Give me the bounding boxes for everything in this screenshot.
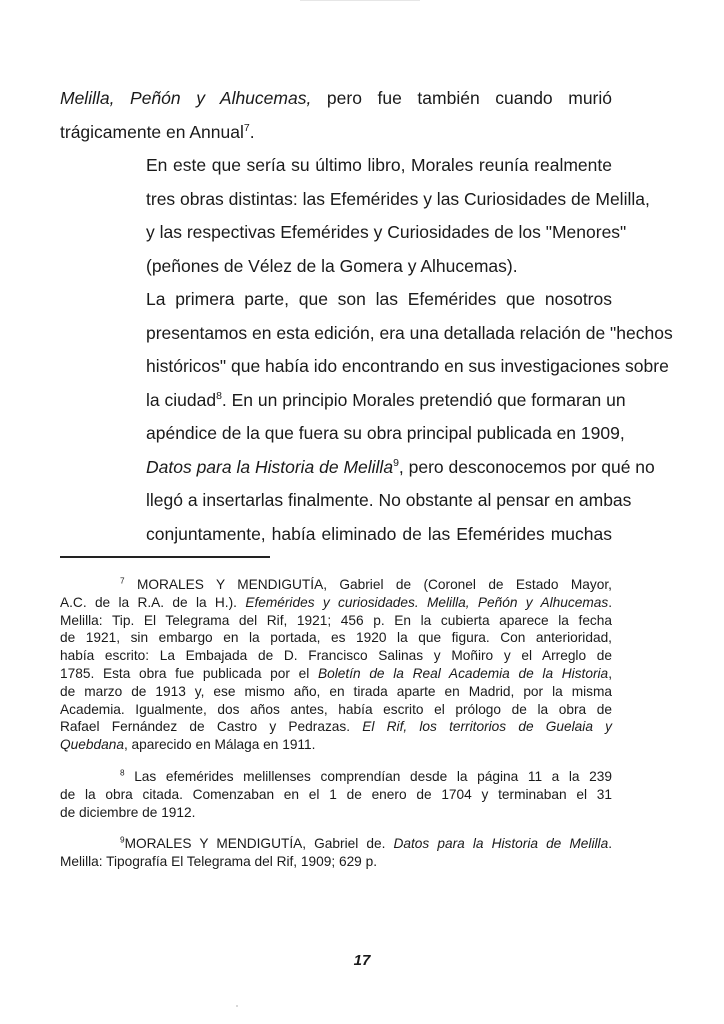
paragraph-1 — [60, 82, 612, 149]
text-span: , pero desconocemos por qué no — [398, 456, 655, 477]
text-span: . — [608, 836, 612, 852]
text-span: , — [608, 665, 612, 681]
footnote-8 — [60, 768, 612, 821]
text-span: 1785. Esta obra fue publicada por el — [60, 665, 318, 681]
text-line: y las respectivas Efemérides y Curiosidades de los "Menores" — [146, 222, 627, 242]
text-line: tres obras distintas: las Efemérides y las Curiosidades de Melilla, — [146, 188, 650, 209]
note-line — [60, 576, 612, 594]
italic-title: Boletín de la Real Academia de la Historia — [318, 665, 609, 681]
note-line: de 1921, sin embargo en la portada, es 1920 la que figura. Con anterioridad, — [60, 630, 612, 646]
text-line: La primera parte, que son las Efemérides que nosotros — [146, 289, 612, 309]
text-span: , aparecido en Málaga en 1911. — [123, 737, 316, 753]
body-text — [60, 82, 673, 551]
top-edge-rule — [300, 0, 420, 1]
note-line — [60, 736, 612, 754]
note-line — [60, 594, 612, 612]
note-line — [60, 768, 612, 786]
note-line: de marzo de 1913 y, ese mismo año, en tirada aparte en Madrid, por la misma — [60, 683, 612, 699]
note-line — [60, 718, 612, 736]
note-line — [60, 665, 612, 683]
text-line: apéndice de la que fuera su obra principal publicada en 1909, — [146, 423, 625, 443]
text-span: . — [249, 121, 255, 142]
text-span: A.C. de la R.A. de la H.). — [60, 594, 246, 610]
footnote-ref-9: 9 — [393, 456, 399, 469]
note-line: de la obra citada. Comenzaban en el 1 de enero de 1704 y terminaban el 31 — [60, 786, 612, 802]
note-line: Melilla: Tip. El Telegrama del Rif, 1921; 456 p. En la cubierta aparece la fecha — [60, 612, 612, 628]
italic-title: El Rif, los territorios de Guelaia y — [362, 719, 612, 735]
text-span: MORALES Y MENDIGUTÍA, Gabriel de (Coronel de Estado Mayor, — [136, 577, 612, 592]
text-line: conjuntamente, había eliminado de las Efemérides muchas — [146, 523, 612, 544]
italic-title: Quebdana — [60, 737, 124, 753]
text-span: Rafael Fernández de Castro y Pedrazas. — [60, 719, 363, 735]
italic-title: Datos para la Historia de Melilla — [393, 836, 609, 852]
page-number: 17 — [353, 952, 371, 969]
text-line — [60, 116, 612, 150]
footnote-number: 8 — [120, 768, 125, 778]
note-line — [60, 835, 612, 853]
note-line: Melilla: Tipografía El Telegrama del Rif, 1909; 629 p. — [60, 854, 378, 870]
italic-title: Efemérides y curiosidades. Melilla, Peñón y Alhucemas — [245, 594, 609, 610]
note-line: Academia. Igualmente, dos años antes, había escrito el prólogo de la obra de — [60, 701, 612, 717]
paragraph-3 — [60, 283, 673, 551]
footnote-number: 9 — [120, 835, 125, 845]
footnote-ref-8: 8 — [216, 389, 222, 402]
note-line: de diciembre de 1912. — [60, 804, 196, 820]
text-span: pero fue también cuando murió — [311, 88, 612, 108]
italic-title: Datos para la Historia de Melilla — [146, 456, 394, 477]
text-span: . — [608, 594, 612, 610]
text-line — [60, 384, 626, 418]
footnote-7 — [60, 576, 612, 754]
text-span: . En un principio Morales pretendió que formaran un — [221, 389, 626, 410]
footnote-9 — [60, 835, 612, 871]
text-span: MORALES Y MENDIGUTÍA, Gabriel de. — [124, 836, 394, 852]
text-span: Las efemérides melillenses comprendían desde la página 11 a la 239 — [134, 768, 612, 784]
text-line: En este que sería su último libro, Morales reunía realmente — [146, 155, 612, 175]
footnote-number: 7 — [120, 576, 125, 586]
text-line — [60, 82, 612, 116]
text-line: presentamos en esta edición, era una detallada relación de "hechos — [146, 322, 673, 343]
paragraph-2 — [60, 149, 650, 283]
speck — [236, 1005, 238, 1007]
footnotes — [60, 576, 612, 885]
text-line: (peñones de Vélez de la Gomera y Alhucemas). — [146, 255, 518, 276]
text-line: llegó a insertarlas finalmente. No obstante al pensar en ambas — [146, 490, 632, 510]
text-line — [60, 451, 655, 485]
footnote-ref-7: 7 — [243, 121, 250, 134]
text-line: históricos" que había ido encontrando en sus investigaciones sobre — [146, 356, 669, 376]
text-span: trágicamente en Annual — [60, 121, 244, 142]
footnote-separator — [60, 556, 270, 558]
italic-title: Melilla, Peñón y Alhucemas, — [60, 88, 312, 108]
note-line: había escrito: La Embajada de D. Francisco Salinas y Moñiro y el Arreglo de — [60, 648, 612, 664]
text-span: la ciudad — [146, 389, 217, 410]
